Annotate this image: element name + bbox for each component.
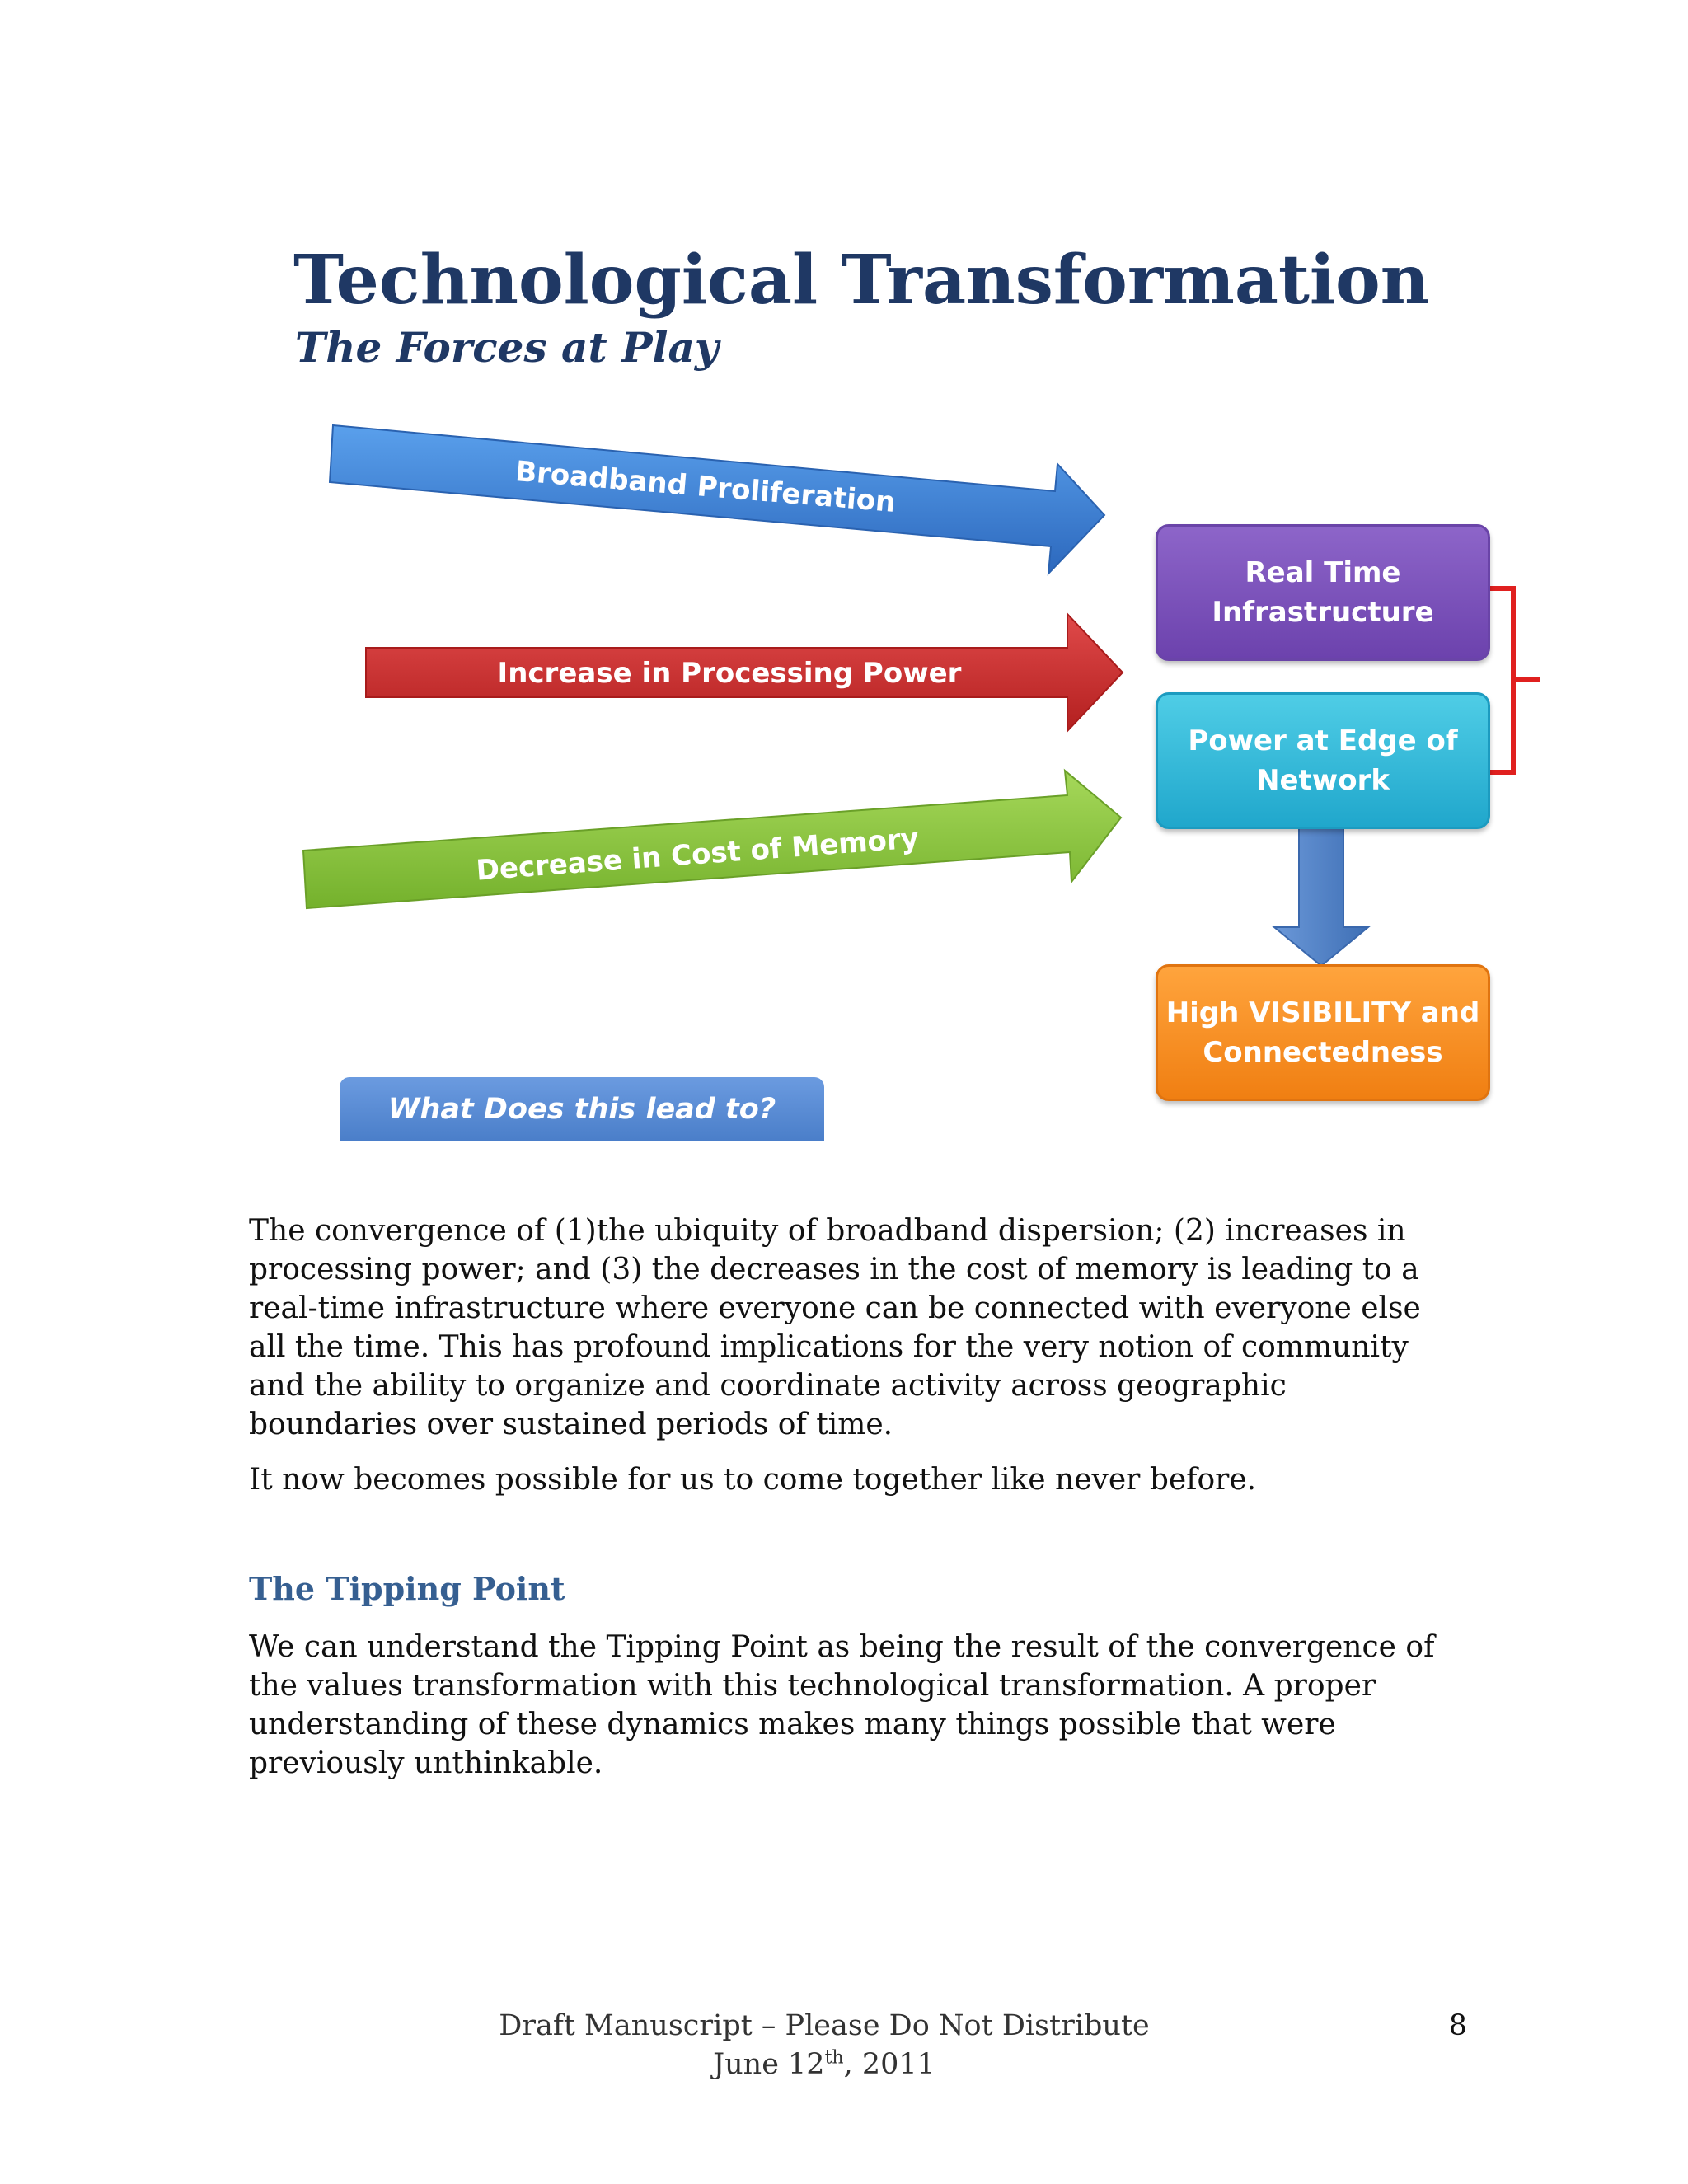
memory-cost-arrow [303,771,1121,908]
footer-date-suffix: , 2011 [843,2048,935,2081]
bracket-connector [1490,588,1540,772]
real-time-infrastructure-box: Real Time Infrastructure [1156,524,1490,661]
page-footer [412,2007,1236,2084]
page-number: 8 [1448,2009,1467,2042]
down-arrow [1274,826,1368,966]
paragraph-convergence: The convergence of (1)the ubiquity of broadband dispersion; (2) increases in processing power; and (3) the decreases in the cost of memory is leading to a real-time infrastructure where everyone can be connected with everyone else all the time. This has profound implications for the very notion of community and the ability to organize and coordinate activity across geographic boundaries over sustained periods of time. [249,1214,1421,1441]
high-visibility-box: High VISIBILITY and Connectedness [1156,964,1490,1101]
paragraph-come-together: It now becomes possible for us to come together like never before. [249,1463,1257,1497]
question-box: What Does this lead to? [340,1077,824,1141]
slide-figure [280,231,1566,1141]
footer-date-sup: th [824,2047,844,2069]
section-heading-tipping-point: The Tipping Point [249,1570,565,1607]
footer-date-prefix: June 12 [713,2048,825,2081]
memory-cost-arrow-label: Decrease in Cost of Memory [475,822,921,888]
slide-subtitle: The Forces at Play [295,323,719,372]
processing-power-arrow [366,614,1123,731]
footer-draft-notice: Draft Manuscript – Please Do Not Distribute [499,2009,1150,2042]
paragraph-tipping-point: We can understand the Tipping Point as being the result of the convergence of the values transformation with this technological transformation. A proper understanding of these dynamics makes many things possible that were previously unthinkable. [249,1630,1435,1780]
broadband-arrow-label: Broadband Proliferation [513,455,897,519]
slide-title: Technological Transformation [293,241,1430,320]
footer-date [412,2046,1236,2084]
power-at-edge-box: Power at Edge of Network [1156,692,1490,829]
broadband-arrow [330,425,1104,574]
processing-power-arrow-label: Increase in Processing Power [497,657,962,690]
